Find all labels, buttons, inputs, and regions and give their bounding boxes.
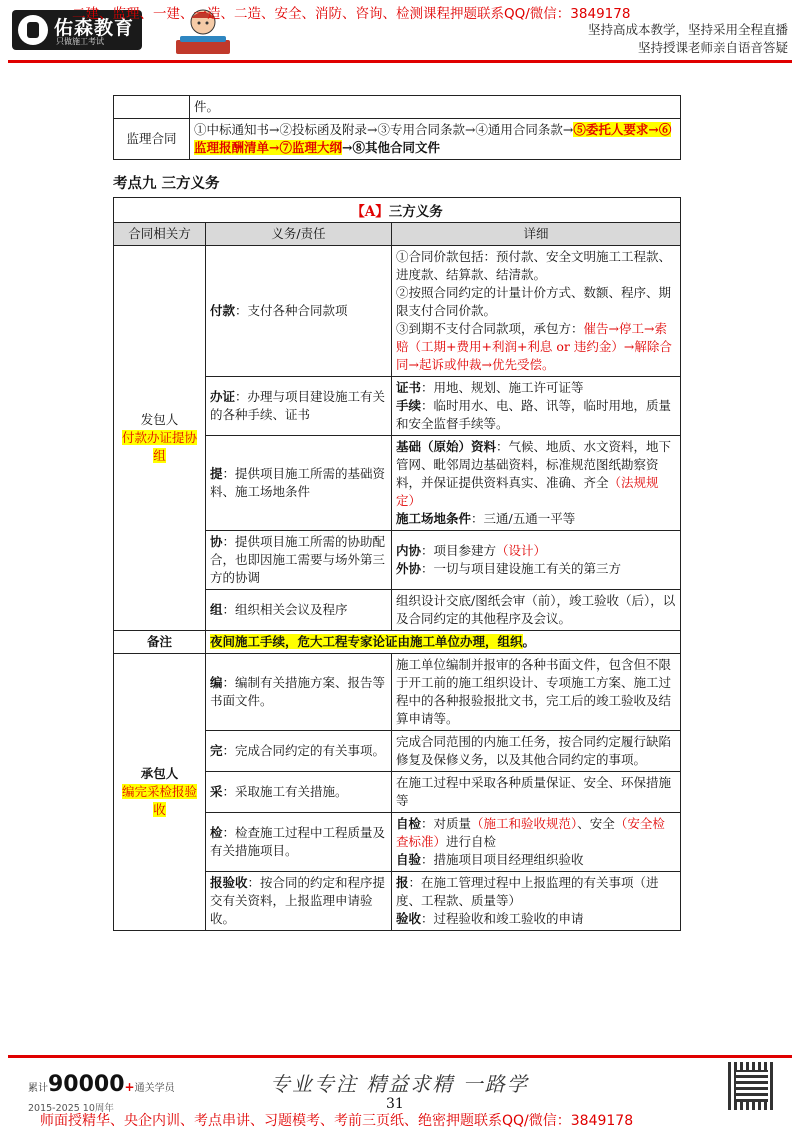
header-slogan-1: 坚持高成本教学，坚持采用全程直播: [587, 22, 788, 37]
employer-coordinate-detail: 内协：项目参建方（设计） 外协：一切与项目建设施工有关的第三方: [392, 531, 681, 590]
contractor-mnemonic: 编完采检报验收: [121, 784, 197, 817]
employer-organize-detail: 组织设计交底/图纸会审（前），竣工验收（后），以及合同约定的其他程序及会议。: [392, 590, 681, 631]
employer-provide-detail: 基础（原始）资料：气候、地质、水文资料，地下管网、毗邻周边基础资料，标准规范图纸勘察资料，并保证提供资料真实、准确、齐全（法规规定） 施工场地条件：三通/五通一平等: [392, 436, 681, 531]
student-count: 累计90000+通关学员: [28, 1072, 175, 1097]
page-header: [0, 0, 800, 64]
content-area: [113, 95, 681, 931]
supervision-contract-label: 监理合同: [114, 119, 190, 160]
contractor-report-duty: 报验收：按合同的约定和程序提交有关资料，上报监理申请验收。: [206, 872, 392, 931]
employer-provide-duty: 提：提供项目施工所需的基础资料、施工场地条件: [206, 436, 392, 531]
employer-permit-duty: 办证：办理与项目建设施工有关的各种手续、证书: [206, 377, 392, 436]
page-number: 31: [386, 1096, 404, 1112]
header-slogan-2: 坚持授课老师亲自语音答疑: [637, 40, 788, 55]
table-row: [114, 246, 681, 377]
employer-mnemonic: 付款办证提协组: [121, 430, 197, 463]
contractor-complete-duty: 完：完成合同约定的有关事项。: [206, 731, 392, 772]
contract-order-table: [113, 95, 681, 160]
contractor-compile-duty: 编：编制有关措施方案、报告等书面文件。: [206, 654, 392, 731]
contractor-measure-detail: 在施工过程中采取各种质量保证、安全、环保措施等: [392, 772, 681, 813]
section-title: 考点九 三方义务: [113, 175, 220, 192]
caption-text: 三方义务: [388, 204, 443, 220]
footer-rule: [8, 1055, 792, 1058]
footer-signature: 专业专注 精益求精 一路学: [270, 1072, 529, 1096]
header-ad-text: 二建、监理、一建、一造、二造、安全、消防、咨询、检测课程押题联系QQ/微信：3849178: [72, 6, 631, 22]
contractor-name: 承包人: [140, 766, 179, 781]
remark-label: 备注: [114, 631, 206, 654]
employer-pay-duty: 付款：支付各种合同款项: [206, 246, 392, 377]
contractor-cell: [114, 654, 206, 931]
employer-name: 发包人: [140, 412, 179, 427]
anniversary-text: 2015-2025 10周年: [28, 1103, 114, 1114]
order-seg-1: ①中标通知书→②投标函及附录→③专用合同条款→④通用合同条款→: [194, 122, 574, 137]
employer-cell: [114, 246, 206, 631]
order-seg-2-highlight: ⑤委托人要求→⑥监理报酬清单→⑦监理大纲: [194, 122, 672, 155]
brand-subtitle: 只做施工考试: [56, 37, 104, 46]
table-row: [114, 631, 681, 654]
table-row: [114, 654, 681, 731]
contractor-complete-detail: 完成合同范围的内施工任务，按合同约定履行缺陷修复及保修义务，以及其他合同约定的事项。: [392, 731, 681, 772]
col-header-detail: 详细: [392, 223, 681, 246]
supervision-contract-order: [190, 119, 681, 160]
contractor-inspect-detail: 自检：对质量（施工和验收规范）、安全（安全检查标准）进行自检 自验：措施项目项目经理组织验收: [392, 813, 681, 872]
caption-label: 【A】: [351, 204, 389, 220]
table-caption: [113, 197, 681, 222]
contractor-measure-duty: 采：采取施工有关措施。: [206, 772, 392, 813]
table-row: [114, 96, 681, 119]
employer-permit-detail: 证书：用地、规划、施工许可证等 手续：临时用水、电、路、讯等，临时用地，质量和安全监督手续等。: [392, 377, 681, 436]
col-header-duty: 义务/责任: [206, 223, 392, 246]
continued-label-cell: [114, 96, 190, 119]
header-rule: [8, 60, 792, 63]
qr-code-icon: [728, 1062, 776, 1110]
remark-text: 夜间施工手续，危大工程专家论证由施工单位办理，组织: [210, 634, 523, 649]
contractor-inspect-duty: 检：检查施工过程中工程质量及有关措施项目。: [206, 813, 392, 872]
contractor-compile-detail: 施工单位编制并报审的各种书面文件，包含但不限于开工前的施工组织设计、专项施工方案、施工过程中的各种报验报批文书，完工后的竣工验收及结算申请等。: [392, 654, 681, 731]
table-header-row: [114, 223, 681, 246]
col-header-party: 合同相关方: [114, 223, 206, 246]
remark-text-cell: 夜间施工手续，危大工程专家论证由施工单位办理，组织。: [206, 631, 681, 654]
employer-coordinate-duty: 协：提供项目施工所需的协助配合，也即因施工需要与场外第三方的协调: [206, 531, 392, 590]
employer-pay-detail: ①合同价款包括：预付款、安全文明施工工程款、进度款、结算款、结清款。 ②按照合同约定的计量计价方式、数额、程序、期限支付合同价款。 ③到期不支付合同款项，承包方：催告→停工→索赔（工期+费用+利润+利息 or 违约金）→解除合同→起诉或仲裁→优先受偿。: [392, 246, 681, 377]
order-seg-3: →⑧其他合同文件: [341, 140, 440, 155]
contractor-report-detail: 报：在施工管理过程中上报监理的有关事项（进度、工程款、质量等） 验收：过程验收和竣工验收的申请: [392, 872, 681, 931]
continued-text: 件。: [190, 96, 681, 119]
employer-organize-duty: 组：组织相关会议及程序: [206, 590, 392, 631]
brand-logo-icon: [18, 15, 48, 45]
three-party-duties-table: [113, 222, 681, 931]
footer-ad-text: 师面授精华、央企内训、考点串讲、习题模考、考前三页纸、绝密押题联系QQ/微信：3849178: [40, 1113, 634, 1129]
table-row: [114, 119, 681, 160]
brand-name: 佑森教育: [54, 17, 135, 39]
